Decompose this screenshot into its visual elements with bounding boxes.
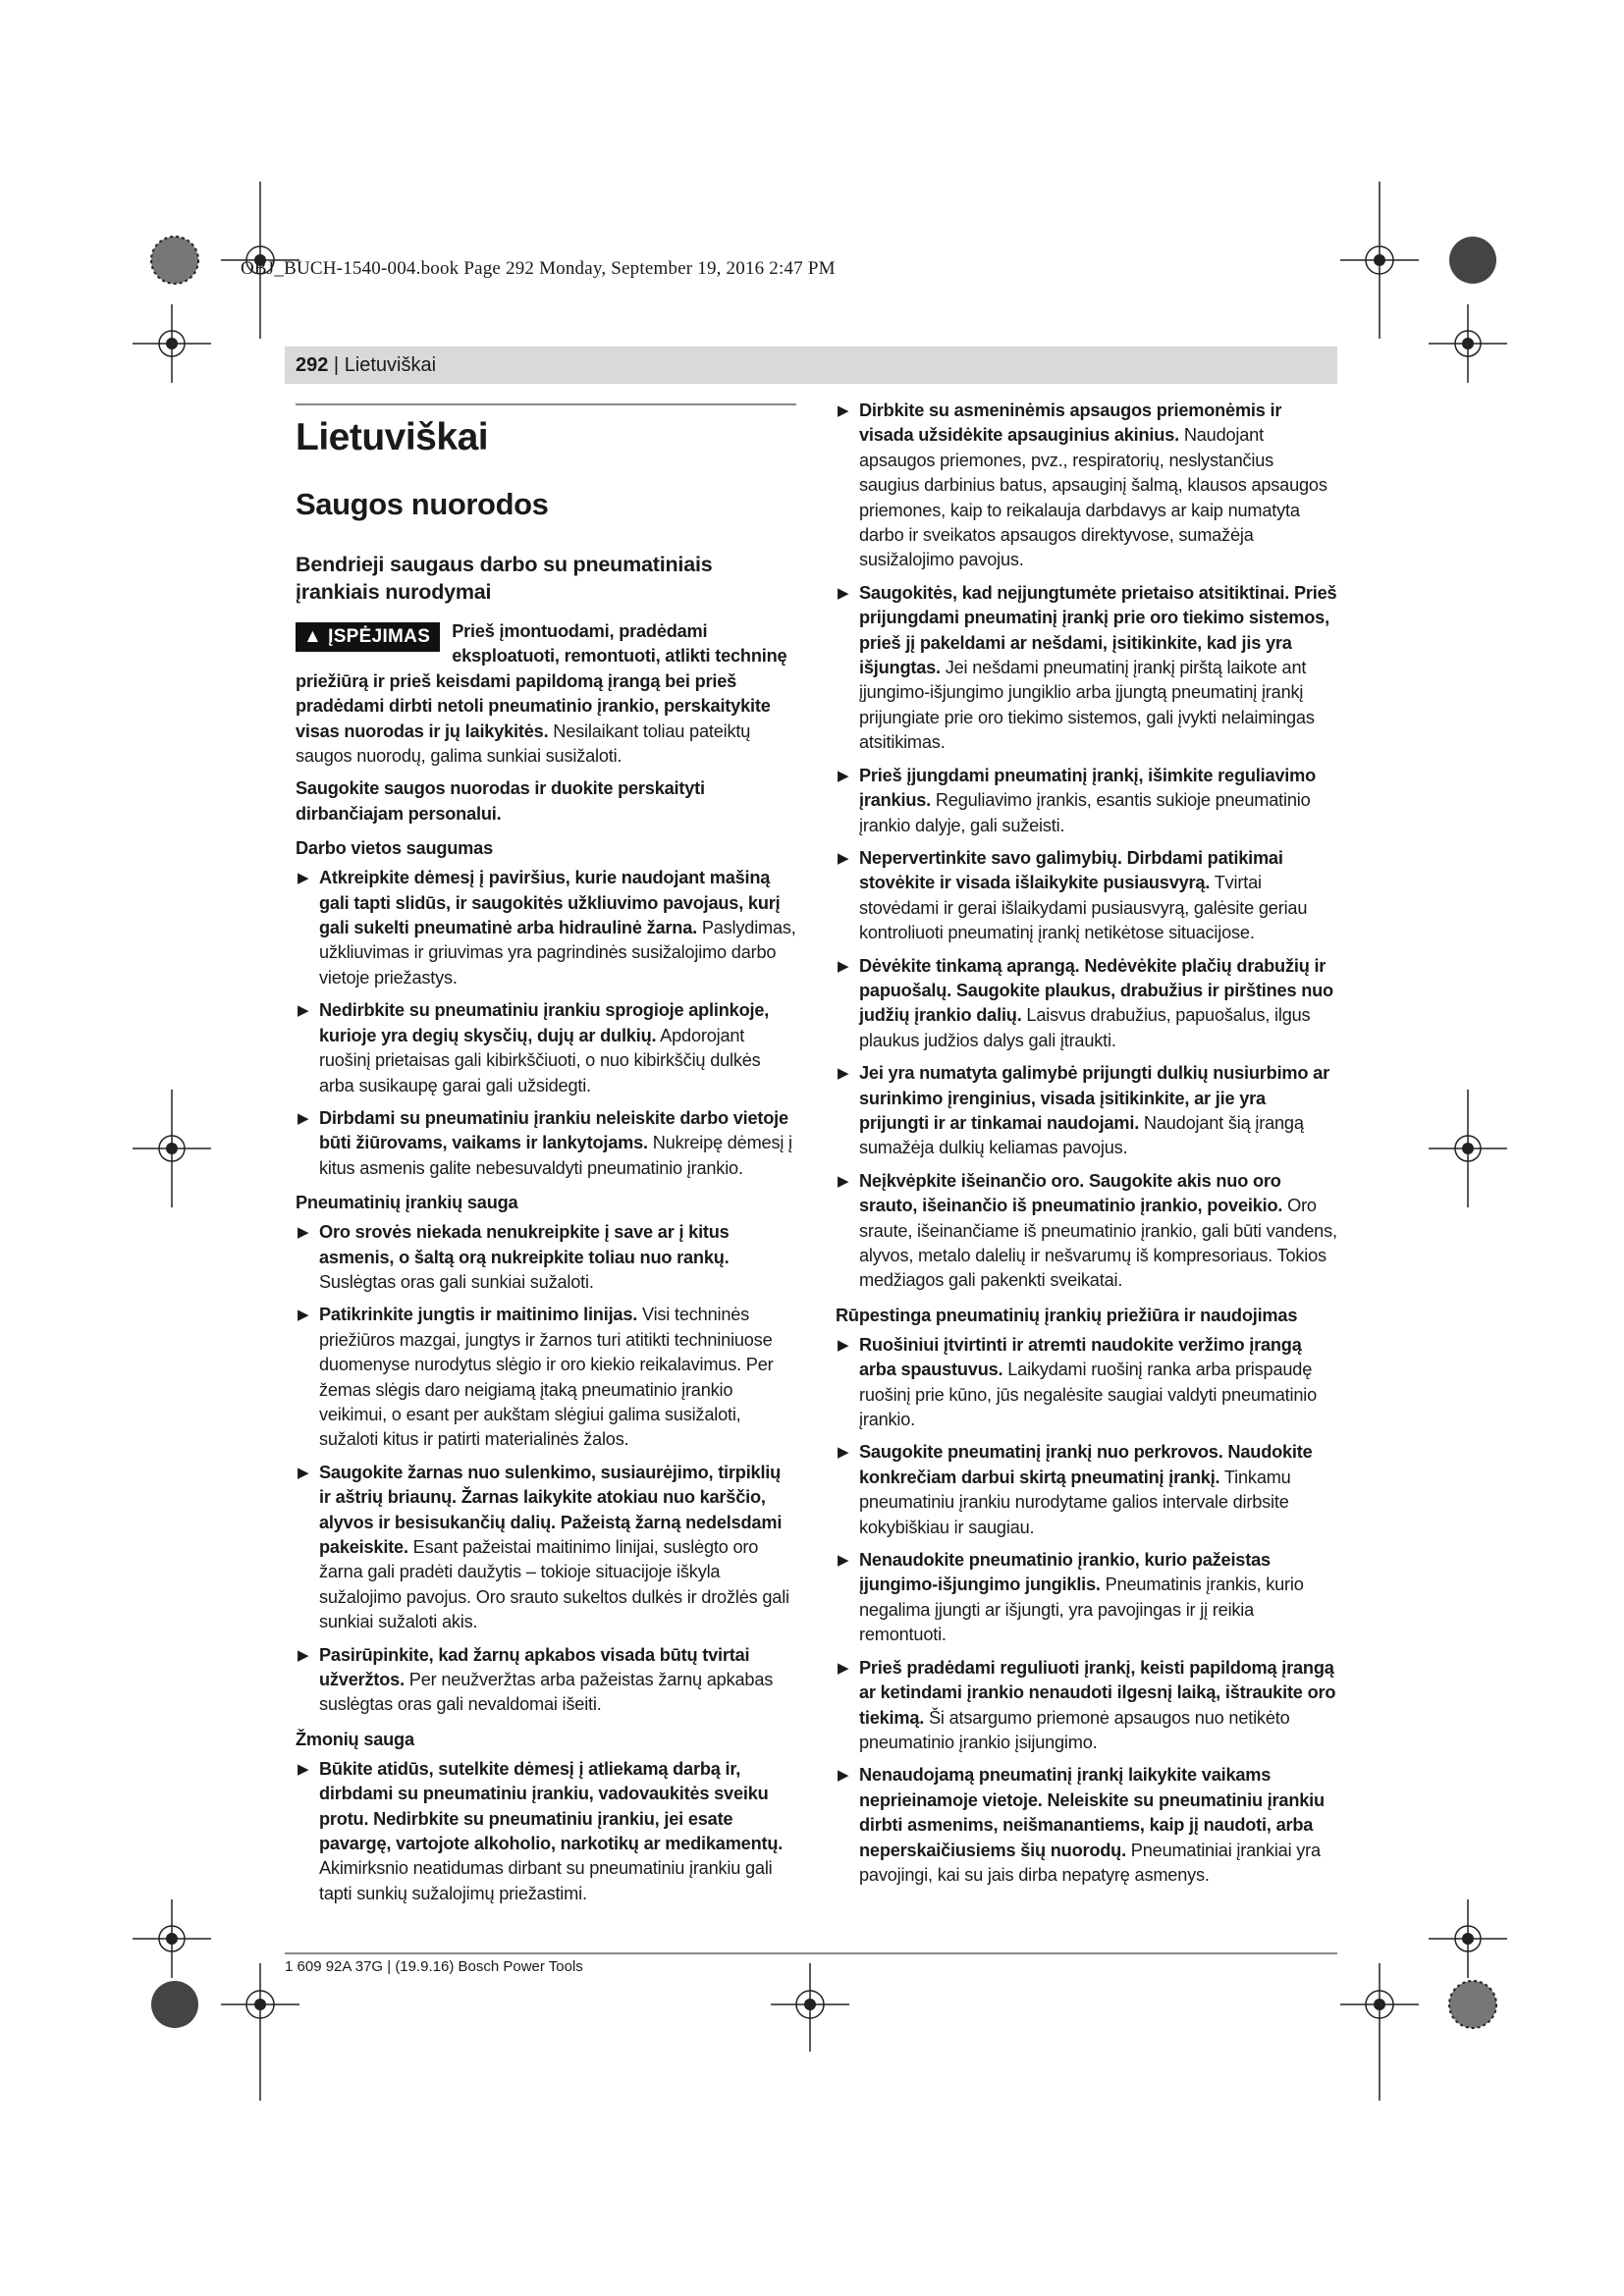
safety-item-bold: Oro srovės niekada nenukreipkite į save ar į kitus asmenis, o šaltą orą nukreipkite toliau nuo rankų. — [319, 1222, 730, 1267]
bullet-arrow-icon: ▶ — [298, 1646, 309, 1664]
crop-mark-bottom-right — [1340, 1963, 1419, 2101]
safety-item — [836, 1440, 1337, 1540]
safety-item — [296, 998, 796, 1098]
safety-item-text: Tinkamu pneumatiniu įrankiu nurodytame galios intervale dirbsite kokybiškiau ir saugiau. — [859, 1467, 1291, 1537]
safety-item-text: Esant pažeistai maitinimo linijai, suslėgto oro žarna gali pradėti daužytis – tokioje situacijoje iškyla sužalojimo pavojus. Oro srauto sukeltos dulkės ir drožlės gali sunkiai sužaloti akis. — [319, 1537, 789, 1632]
safety-item — [836, 1333, 1337, 1433]
safety-item — [836, 1656, 1337, 1756]
crop-mark-top-right — [1340, 182, 1419, 339]
crop-mark-bottom-left — [221, 1963, 299, 2101]
safety-item — [836, 1169, 1337, 1294]
safety-item-bold: Patikrinkite jungtis ir maitinimo linijas. — [319, 1305, 638, 1325]
warning-triangle-icon: ▲ — [303, 626, 323, 647]
bullet-arrow-icon: ▶ — [298, 1760, 309, 1778]
running-header — [296, 352, 436, 378]
header-separator: | — [328, 354, 345, 376]
group-heading: Rūpestinga pneumatinių įrankių priežiūra ir naudojimas — [836, 1305, 1298, 1325]
right-column — [836, 399, 1337, 1896]
bullet-arrow-icon: ▶ — [298, 1224, 309, 1242]
safety-item-text: Pneumatinis įrankis, kurio negalima įjungti ar išjungti, yra pavojingas ir jį reikia remontuoti. — [859, 1575, 1304, 1645]
safety-item-bold: Neįkvėpkite išeinančio oro. Saugokite akis nuo oro srauto, išeinančio iš pneumatinio įrankio, poveikio. — [859, 1170, 1283, 1216]
crop-mark-right-middle — [1429, 1090, 1507, 1207]
bullet-arrow-icon: ▶ — [838, 1767, 849, 1785]
bullet-arrow-icon: ▶ — [838, 1552, 849, 1570]
safety-item — [836, 954, 1337, 1054]
crop-mark-left-middle — [133, 1090, 211, 1207]
safety-item-bold: Saugokite žarnas nuo sulenkimo, susiaurėjimo, tirpiklių ir aštrių briaunų. Žarnas laikykite atokiau nuo karščio, alyvos ir besisukančių dalių. Pažeistą žarną nedelsdami pakeiskite. — [319, 1462, 783, 1557]
safety-item-bold: Nepervertinkite savo galimybių. Dirbdami patikimai stovėkite ir visada išlaikykite pusiausvyrą. — [859, 847, 1283, 893]
safety-item-text: Tvirtai stovėdami ir gerai išlaikydami pusiausvyrą, galėsite geriau kontroliuoti pneumatinį įrankį netikėtose situacijose. — [859, 873, 1308, 943]
bullet-arrow-icon: ▶ — [298, 870, 309, 887]
safety-item-bold: Saugokite pneumatinį įrankį nuo perkrovos. Naudokite konkrečiam darbui skirtą pneumatinį įrankį. — [859, 1442, 1313, 1487]
safety-item-text: Akimirksnio neatidumas dirbant su pneumatiniu įrankiu gali tapti sunkių sužalojimų priežastimi. — [319, 1858, 773, 1903]
safety-item — [296, 1220, 796, 1295]
safety-item-text: Naudojant apsaugos priemones, pvz., respiratorių, neslystančius saugius darbinius batus, apsauginį šalmą, klausos apsaugos priemones, kaip to reikalauja darbdavys ar kaip numatyta darbo ir sveikatos apsaugos direktyvose, sumažėja susižalojimo pavojus. — [859, 425, 1327, 570]
safety-item — [836, 581, 1337, 756]
safety-item-bold: Pasirūpinkite, kad žarnų apkabos visada būtų tvirtai užveržtos. — [319, 1644, 750, 1690]
safety-item — [836, 846, 1337, 946]
safety-item-bold: Nenaudojamą pneumatinį įrankį laikykite vaikams neprieinamoje vietoje. Neleiskite su pneumatiniu įrankiu dirbti asmenims, neišmanantiems, kaip jį naudoti, arba neperskaičiusiems šių nuorodų. — [859, 1765, 1325, 1860]
subsection-title: Bendrieji saugaus darbo su pneumatiniais įrankiais nurodymai — [296, 553, 713, 604]
registration-mark-bottom-left — [145, 1975, 204, 2034]
safety-item — [296, 1303, 796, 1452]
bullet-arrow-icon: ▶ — [298, 1307, 309, 1324]
safety-item — [296, 1106, 796, 1181]
safety-item-bold: Prieš pradėdami reguliuoti įrankį, keisti papildomą įrangą ar ketindami įrankio nenaudoti ilgesnį laiką, ištraukite oro tiekimą. — [859, 1657, 1336, 1728]
safety-item-bold: Dėvėkite tinkamą aprangą. Nedėvėkite plačių drabužių ir papuošalų. Saugokite plaukus, drabužius ir pirštines nuo judžių įrankio dalių. — [859, 955, 1333, 1026]
safety-item-bold: Dirbkite su asmeninėmis apsaugos priemonėmis ir visada užsidėkite apsauginius akinius. — [859, 400, 1282, 446]
crop-mark-right-upper — [1429, 304, 1507, 383]
safety-item-bold: Saugokitės, kad neįjungtumėte prietaiso atsitiktinai. Prieš prijungdami pneumatinį įrankį prie oro tiekimo sistemos, prieš jį pakeldami ar nešdami, įsitikinkite, kad jis yra išjungtas. — [859, 582, 1337, 678]
warning-bold-text: Prieš įmontuodami, pradėdami eksploatuoti, remontuoti, atlikti techninę priežiūrą ir prieš keisdami papildomą įrangą bei prieš pradėdami dirbti netoli pneumatinio įrankio, perskaitykite visas nuorodas ir jų laikykitės. — [296, 621, 787, 741]
bullet-arrow-icon: ▶ — [838, 1172, 849, 1190]
section-title: Saugos nuorodos — [296, 487, 549, 521]
bullet-arrow-icon: ▶ — [838, 1444, 849, 1462]
safety-item-bold: Nedirbkite su pneumatiniu įrankiu sprogioje aplinkoje, kurioje yra degių skysčių, dujų ar dulkių. — [319, 1000, 770, 1045]
bullet-arrow-icon: ▶ — [838, 1065, 849, 1083]
warning-paragraph — [296, 619, 796, 769]
bullet-arrow-icon: ▶ — [298, 1002, 309, 1020]
safety-item — [296, 866, 796, 990]
safety-item-text: Suslėgtas oras gali sunkiai sužaloti. — [319, 1271, 594, 1292]
safety-item — [836, 764, 1337, 838]
bullet-arrow-icon: ▶ — [838, 584, 849, 602]
safety-item-text: Ši atsargumo priemonė apsaugos nuo netikėto pneumatinio įrankio įsijungimo. — [859, 1707, 1290, 1752]
safety-item-text: Jei nešdami pneumatinį įrankį pirštą laikote ant įjungimo-išjungimo jungiklio arba įjungtą pneumatinį įrankį prijungiate prie oro tiekimo sistemos, gali įvykti nelaimingas atsitikimas. — [859, 658, 1315, 753]
group-heading: Žmonių sauga — [296, 1729, 414, 1749]
safety-item-bold: Prieš įjungdami pneumatinį įrankį, išimkite reguliavimo įrankius. — [859, 765, 1317, 811]
safety-item — [296, 1757, 796, 1906]
safety-item-text: Paslydimas, užkliuvimas ir griuvimas yra pagrindinės susižalojimo darbo vietoje priežastys. — [319, 918, 796, 988]
page-number: 292 — [296, 354, 329, 376]
safety-item — [836, 1548, 1337, 1648]
header-section: Lietuviškai — [344, 354, 437, 376]
bullet-arrow-icon: ▶ — [838, 1659, 849, 1677]
bullet-arrow-icon: ▶ — [838, 957, 849, 975]
safety-item-text: Apdorojant ruošinį prietaisas gali kibirkščiuoti, o nuo kibirkščių dulkės arba susikaupę garai gali užsidegti. — [319, 1025, 761, 1095]
safety-item-bold: Ruošiniui įtvirtinti ir atremti naudokite veržimo įrangą arba spaustuvus. — [859, 1334, 1302, 1380]
safety-item — [836, 1763, 1337, 1888]
running-header-bar — [285, 347, 1337, 384]
bullet-arrow-icon: ▶ — [298, 1109, 309, 1127]
bullet-arrow-icon: ▶ — [838, 849, 849, 867]
footer-text: 1 609 92A 37G | (19.9.16) Bosch Power Tools — [285, 1958, 583, 1975]
footer-rule — [285, 1952, 1337, 1954]
safety-item — [836, 399, 1337, 573]
printer-slug-line: OBJ_BUCH-1540-004.book Page 292 Monday, September 19, 2016 2:47 PM — [241, 258, 836, 279]
left-column — [296, 399, 796, 1914]
warning-text: Nesilaikant toliau pateiktų saugos nuorodų, galima sunkiai susižaloti. — [296, 721, 751, 767]
crop-mark-left-lower — [133, 1899, 211, 1978]
safety-item-text: Pneumatiniai įrankiai yra pavojingi, kai su jais dirba nepatyrę asmenys. — [859, 1840, 1321, 1885]
group-heading: Pneumatinių įrankių sauga — [296, 1193, 518, 1213]
title-rule — [296, 403, 796, 405]
safety-item — [296, 1643, 796, 1718]
safety-item-bold: Jei yra numatyta galimybė prijungti dulkių nusiurbimo ar surinkimo įrenginius, visada įsitikinkite, ar jie yra prijungti ir ar tinkamai naudojami. — [859, 1063, 1329, 1133]
safety-item-bold: Dirbdami su pneumatiniu įrankiu neleiskite darbo vietoje būti žiūrovams, vaikams ir lankytojams. — [319, 1107, 788, 1153]
safety-item-text: Visi techninės priežiūros mazgai, jungtys ir žarnos turi atitikti techniniuose duomenyse nurodytus slėgio ir oro kiekio reikalavimus. Per žemas slėgis daro neigiamą įtaką pneumatinio įrankio veikimui, o esant per aukštam slėgiui galima susižaloti, sužaloti kitus ir patirti materialinės žalos. — [319, 1305, 774, 1450]
registration-mark-top-right — [1443, 231, 1502, 290]
bullet-arrow-icon: ▶ — [838, 767, 849, 784]
crop-mark-bottom-center — [771, 1963, 849, 2052]
bullet-arrow-icon: ▶ — [838, 402, 849, 419]
registration-mark-top-left — [145, 231, 204, 290]
safety-item-text: Nukreipę dėmesį į kitus asmenis galite nebesuvaldyti pneumatinio įrankio. — [319, 1133, 792, 1178]
keep-instructions-note: Saugokite saugos nuorodas ir duokite perskaityti dirbančiajam personalui. — [296, 778, 705, 824]
left-groups — [296, 836, 796, 1906]
safety-item — [296, 1461, 796, 1635]
safety-item-text: Oro sraute, išeinančiame iš pneumatinio įrankio, gali būti vandens, alyvos, metalo dalelių ir nešvarumų iš kompresoriaus. Tokios medžiagos gali pakenkti sveikatai. — [859, 1196, 1337, 1291]
safety-item-bold: Nenaudokite pneumatinio įrankio, kurio pažeistas įjungimo-išjungimo jungiklis. — [859, 1550, 1271, 1595]
safety-item — [836, 1061, 1337, 1161]
safety-item-text: Naudojant šią įrangą sumažėja dulkių keliamas pavojus. — [859, 1112, 1304, 1158]
safety-item-text: Laikydami ruošinį ranka arba prispaudę ruošinį prie kūno, jūs negalėsite saugiai valdyti pneumatinio įrankio. — [859, 1360, 1318, 1430]
crop-mark-left-upper — [133, 304, 211, 383]
page-title: Lietuviškai — [296, 416, 489, 458]
safety-item-text: Laisvus drabužius, papuošalus, ilgus plaukus judžios dalys gali įtraukti. — [859, 1005, 1311, 1050]
right-groups — [836, 399, 1337, 1888]
group-heading: Darbo vietos saugumas — [296, 838, 493, 859]
warning-badge: ▲ ĮSPĖJIMAS — [296, 622, 440, 652]
safety-item-bold: Atkreipkite dėmesį į paviršius, kurie naudojant mašiną gali tapti slidūs, ir saugokitės užkliuvimo pavojaus, kurį gali sukelti pneumatinė arba hidraulinė žarna. — [319, 868, 781, 938]
safety-item-text: Reguliavimo įrankis, esantis sukioje pneumatinio įrankio dalyje, gali sužeisti. — [859, 790, 1311, 835]
safety-item-text: Per neužveržtas arba pažeistas žarnų apkabas suslėgtas oras gali nevaldomai išeiti. — [319, 1670, 774, 1715]
registration-mark-bottom-right — [1443, 1975, 1502, 2034]
safety-item-bold: Būkite atidūs, sutelkite dėmesį į atliekamą darbą ir, dirbdami su pneumatiniu įrankiu, vadovaukitės sveiku protu. Nedirbkite su pneumatiniu įrankiu, jei esate pavargę, vartojote alkoholio, narkotikų ar medikamentų. — [319, 1758, 784, 1854]
bullet-arrow-icon: ▶ — [838, 1336, 849, 1354]
crop-mark-right-lower — [1429, 1899, 1507, 1978]
bullet-arrow-icon: ▶ — [298, 1464, 309, 1481]
